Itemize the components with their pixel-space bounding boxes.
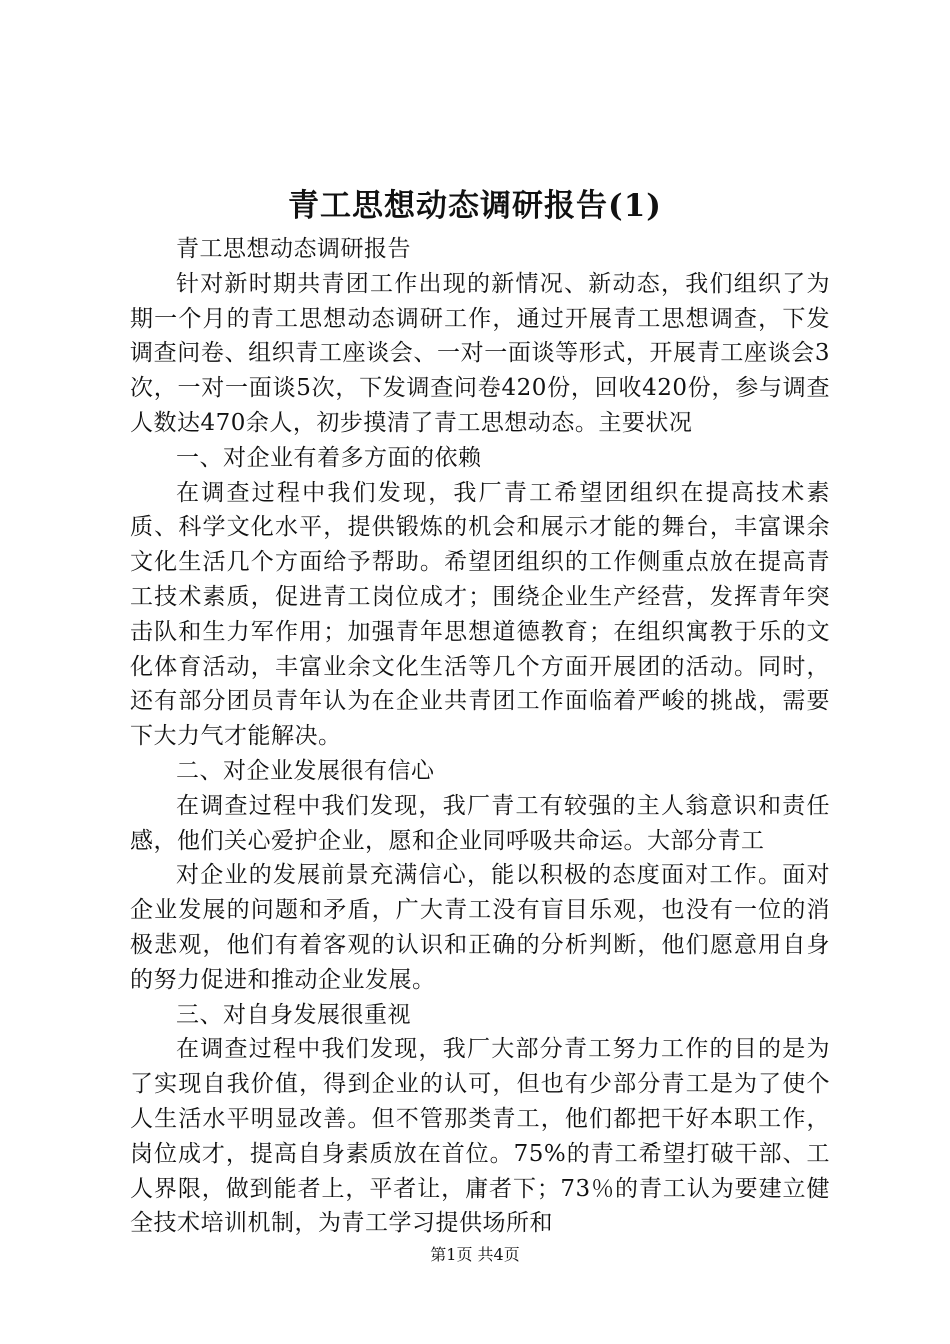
paragraph-section-2b: 对企业的发展前景充满信心，能以积极的态度面对工作。面对企业发展的问题和矛盾，广大青工没有盲目乐观，也没有一位的消极悲观，他们有着客观的认识和正确的分析判断，他们愿意用自身的努力促进和推动企业发展。 — [130, 862, 830, 993]
paragraph-subtitle: 青工思想动态调研报告 — [176, 236, 411, 262]
section-heading-3: 三、对自身发展很重视 — [176, 1001, 411, 1028]
paragraph-section-3: 在调查过程中我们发现，我厂大部分青工努力工作的目的是为了实现自我价值，得到企业的认可，但也有少部分青工是为了使个人生活水平明显改善。但不管那类青工，他们都把干好本职工作，岗位成才，提高自身素质放在首位。75%的青工希望打破干部、工人界限，做到能者上，平者让，庸者下；73％的青工认为要建立健全技术培训机制，为青工学习提供场所和 — [130, 1036, 830, 1237]
document-title: 青工思想动态调研报告(1) — [288, 188, 662, 224]
paragraph-section-1: 在调查过程中我们发现，我厂青工希望团组织在提高技术素质、科学文化水平，提供锻炼的机会和展示才能的舞台，丰富课余文化生活几个方面给予帮助。希望团组织的工作侧重点放在提高青工技术素质，促进青工岗位成才；围绕企业生产经营，发挥青年突击队和生力军作用；加强青年思想道德教育；在组织寓教于乐的文化体育活动，丰富业余文化生活等几个方面开展团的活动。同时，还有部分团员青年认为在企业共青团工作面临着严峻的挑战，需要下大力气才能解决。 — [130, 479, 830, 750]
paragraph-section-2a: 在调查过程中我们发现，我厂青工有较强的主人翁意识和责任感，他们关心爱护企业，愿和企业同呼吸共命运。大部分青工 — [130, 792, 830, 854]
paragraph-intro: 针对新时期共青团工作出现的新情况、新动态，我们组织了为期一个月的青工思想动态调研工作，通过开展青工思想调查，下发调查问卷、组织青工座谈会、一对一面谈等形式，开展青工座谈会3次，一对一面谈5次，下发调查问卷420份，回收420份，参与调查人数达470余人，初步摸清了青工思想动态。主要状况 — [130, 270, 830, 436]
section-heading-1: 一、对企业有着多方面的依赖 — [176, 444, 482, 471]
document-body — [130, 232, 830, 1241]
page-footer: 第1页 共4页 — [430, 1245, 520, 1264]
section-heading-2: 二、对企业发展很有信心 — [176, 757, 435, 784]
